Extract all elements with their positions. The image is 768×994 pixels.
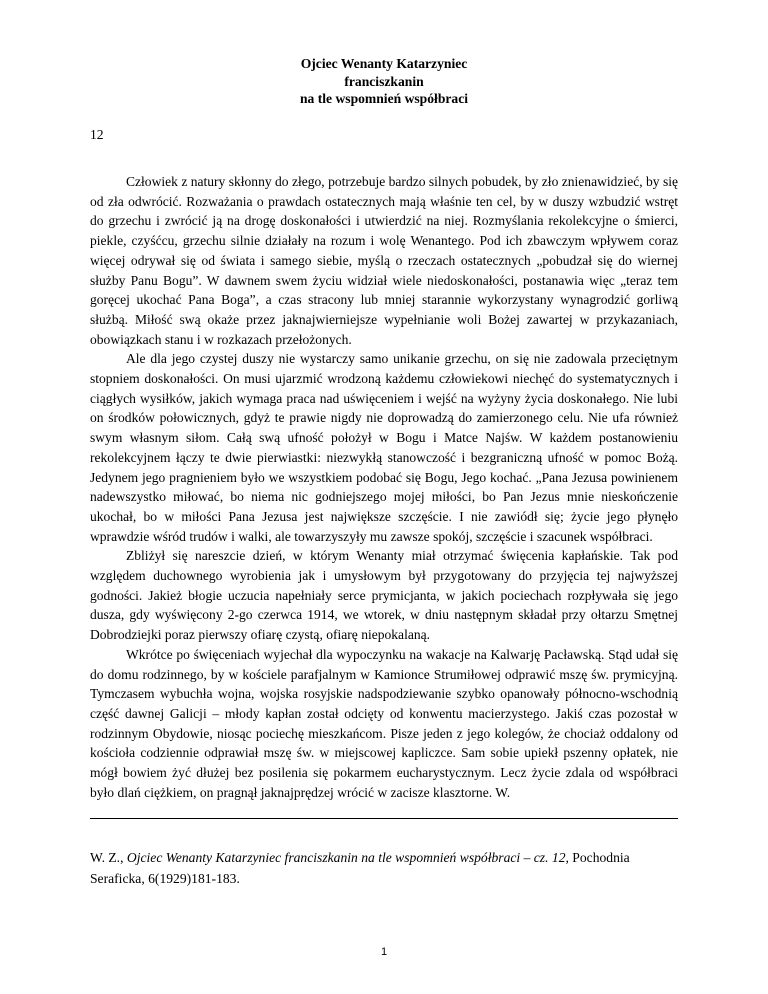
document-title xyxy=(0,55,768,108)
paragraph-1: Człowiek z natury skłonny do złego, potrzebuje bardzo silnych pobudek, by zło znienawidzieć, by się od zła odwrócić. Rozważania o prawdach ostatecznych mają właśnie ten cel, by w duszy wzbudzić wstręt do grzechu i zwrócić ją na drogę doskonałości i utwierdzić na niej. Rozmyślania rekolekcyjne o śmierci, piekle, czyśćcu, grzechu silnie działały na rozum i wolę Wenantego. Pod ich zbawczym wpływem coraz więcej odrywał się od świata i samego siebie, myślą o rzeczach ostatecznych „pobudzał się do wiernej służby Panu Bogu”. W dawnem swem życiu widział wiele niedoskonałości, postanawia więc „teraz tem goręcej ukochać Pana Boga”, a czas stracony lub mniej starannie wykorzystany wynagrodzić gorliwą służbą. Miłość swą okaże przez jaknajwierniejsze wypełnianie woli Bożej zawartej w przykazaniach, obowiązkach stanu i w rozkazach przełożonych. xyxy=(90,174,678,347)
footnote-divider xyxy=(90,818,678,819)
footnote-work-title: Ojciec Wenanty Katarzyniec franciszkanin na tle wspomnień współbraci – cz. 12 xyxy=(126,850,566,865)
paragraph-4: Wkrótce po święceniach wyjechał dla wypoczynku na wakacje na Kalwarję Pacławską. Stąd udał się do domu rodzinnego, by w kościele parafjalnym w Kamionce Strumiłowej odprawić mszę św. prymicyjną. Tymczasem wybuchła wojna, wojska rosyjskie nadspodziewanie szybko opanowały północno-wschodnią część dawnej Galicji – młody kapłan został odcięty od konwentu macierzystego. Jakiś czas pozostał w rodzinnym Obydowie, niosąc pociechę mieszkańcom. Pisze jeden z jego kolegów, że chociaż oddalony od kościoła codziennie odprawiał mszę św. w miejscowej kapliczce. Sam sobie upiekł pszenny opłatek, nie mógł bowiem żyć dłużej bez posilenia się pokarmem eucharystycznym. Lecz życie zdala od współbraci było dlań ciężkiem, on pragnął jaknajprędzej wrócić w zacisze klasztorne. W. xyxy=(90,646,678,800)
body-text xyxy=(90,172,678,803)
title-line-3: na tle wspomnień współbraci xyxy=(299,91,469,106)
page-number: 1 xyxy=(380,946,388,958)
section-number: 12 xyxy=(90,127,104,142)
paragraph-2: Ale dla jego czystej duszy nie wystarczy samo unikanie grzechu, on się nie zadowala przeciętnym stopniem doskonałości. On musi ujarzmić wrodzoną każdemu człowiekowi niechęć do systematycznych i ciągłych wysiłków, jakich wymaga praca nad uświęceniem i wejść na wyżyny życia doskonałego. Nie lubi on środków połowicznych, gdyż te prawie nigdy nie doprowadzą do zamierzonego celu. Nie ufa również swym własnym siłom. Całą swą ufność położył w Bogu i Matce Najśw. W każdem postanowieniu rekolekcyjnem łączy te dwie pierwiastki: niezwykłą stanowczość i bezgraniczną ufność w pomoc Bożą. Jedynem jego pragnieniem było we wszystkiem podobać się Bogu, Jego kochać. „Pana Jezusa powinienem nadewszystko miłować, bo niema nic godniejszego mojej miłości, bo Pan Jezus mnie nieskończenie ukochał, bo w miłości Pana Jezusa jest największe szczęście. I nie zawiódł się; życie jego płynęło wprawdzie wśród trudów i walki, ale towarzyszyły mu zawsze spokój, szczęście i szacunek współbraci. xyxy=(90,351,678,544)
footnote-author: W. Z., xyxy=(90,850,124,865)
footnote xyxy=(90,847,678,889)
title-line-1: Ojciec Wenanty Katarzyniec xyxy=(300,56,468,71)
footnote-publication: , Pochodnia Seraficka, 6(1929)181-183. xyxy=(90,850,630,886)
title-line-2: franciszkanin xyxy=(344,73,424,89)
paragraph-3: Zbliżył się nareszcie dzień, w którym Wenanty miał otrzymać święcenia kapłańskie. Tak pod względem duchownego wyrobienia jak i umysłowym był przygotowany do przyjęcia tej najwyższej godności. Jakież błogie uczucia napełniały serce prymicjanta, w jakich pociechach rozpływała się jego dusza, gdy wyświęcony 2-go czerwca 1914, we wtorek, w dniu następnym składał przy ołtarzu Smętnej Dobrodziejki poraz pierwszy ofiarę czystą, ofiarę niepokalaną. xyxy=(90,548,678,643)
